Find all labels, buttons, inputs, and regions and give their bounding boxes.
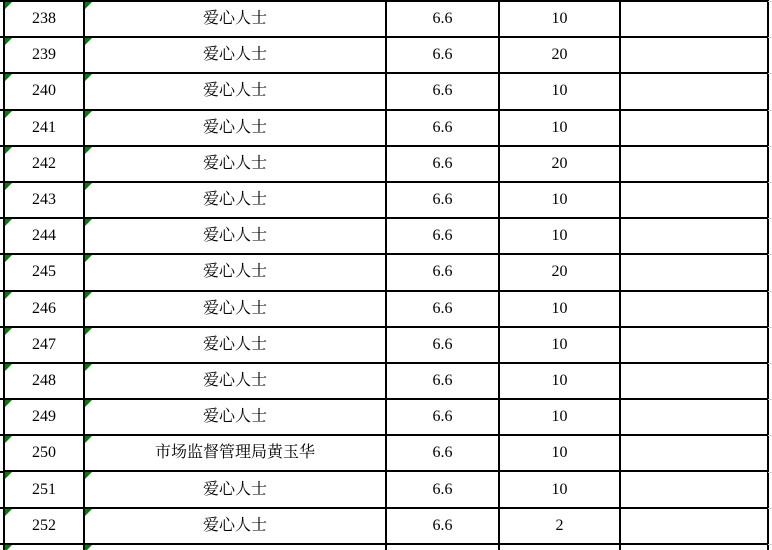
table-row <box>4 544 768 550</box>
gridline-stub-right <box>768 291 772 292</box>
table-row <box>4 37 768 73</box>
cell-donor[interactable] <box>84 37 386 73</box>
unit-value-text: 6.6 <box>432 408 453 426</box>
cell-donor[interactable] <box>84 254 386 290</box>
cell-serial[interactable] <box>4 1 84 37</box>
error-flag-icon <box>85 219 92 226</box>
cell-donor[interactable] <box>84 327 386 363</box>
table-row <box>4 73 768 109</box>
cell-unit-value[interactable] <box>386 544 499 550</box>
cell-donor[interactable] <box>84 508 386 544</box>
gridline-stub-right <box>768 363 772 364</box>
cell-donor[interactable] <box>84 218 386 254</box>
table-row <box>4 218 768 254</box>
donor-text: 市场监督管理局黄玉华 <box>154 444 315 462</box>
cell-note[interactable] <box>620 1 768 37</box>
cell-serial[interactable] <box>4 471 84 507</box>
cell-serial[interactable] <box>4 146 84 182</box>
quantity-text: 10 <box>551 408 568 426</box>
cell-unit-value[interactable] <box>386 508 499 544</box>
table-row <box>4 291 768 327</box>
unit-value-text: 6.6 <box>432 82 453 100</box>
gridline-stub-left <box>0 72 5 74</box>
cell-serial[interactable] <box>4 182 84 218</box>
gridline-stub-left <box>0 0 5 2</box>
unit-value-text: 6.6 <box>432 118 453 136</box>
error-flag-icon <box>85 364 92 371</box>
cell-serial[interactable] <box>4 73 84 109</box>
serial-text: 248 <box>32 371 56 389</box>
cell-note[interactable] <box>620 110 768 146</box>
serial-text: 245 <box>32 263 56 281</box>
table-row <box>4 327 768 363</box>
serial-text: 241 <box>32 118 56 136</box>
cell-donor[interactable] <box>84 363 386 399</box>
gridline-stub-right <box>768 544 772 545</box>
unit-value-text: 6.6 <box>432 191 453 209</box>
cell-serial[interactable] <box>4 218 84 254</box>
unit-value-text: 6.6 <box>432 154 453 172</box>
cell-note[interactable] <box>620 254 768 290</box>
gridline-stub-left <box>0 253 5 255</box>
error-flag-icon <box>5 545 12 550</box>
cell-quantity[interactable] <box>499 435 620 471</box>
table-body <box>4 1 768 550</box>
cell-donor[interactable] <box>84 544 386 550</box>
cell-note[interactable] <box>620 544 768 550</box>
gridline-stub-right <box>768 1 772 2</box>
quantity-text: 10 <box>551 480 568 498</box>
gridline-stub-left <box>0 109 5 111</box>
cell-unit-value[interactable] <box>386 73 499 109</box>
error-flag-icon <box>5 111 12 118</box>
error-flag-icon <box>85 545 92 550</box>
cell-serial[interactable] <box>4 508 84 544</box>
error-flag-icon <box>5 292 12 299</box>
cell-note[interactable] <box>620 146 768 182</box>
gridline-stub-left <box>0 362 5 364</box>
gridline-stub-right <box>768 254 772 255</box>
cell-serial[interactable] <box>4 435 84 471</box>
cell-unit-value[interactable] <box>386 182 499 218</box>
cell-quantity[interactable] <box>499 291 620 327</box>
serial-text: 252 <box>32 516 56 534</box>
table-row <box>4 471 768 507</box>
serial-text: 246 <box>32 299 56 317</box>
gridline-stub-left <box>0 36 5 38</box>
donor-text: 爱心人士 <box>202 118 267 136</box>
cell-note[interactable] <box>620 182 768 218</box>
cell-note[interactable] <box>620 363 768 399</box>
error-flag-icon <box>5 509 12 516</box>
cell-quantity[interactable] <box>499 471 620 507</box>
error-flag-icon <box>5 364 12 371</box>
cell-note[interactable] <box>620 327 768 363</box>
unit-value-text: 6.6 <box>432 263 453 281</box>
quantity-text: 10 <box>551 335 568 353</box>
error-flag-icon <box>5 219 12 226</box>
error-flag-icon <box>85 472 92 479</box>
cell-serial[interactable] <box>4 363 84 399</box>
cell-quantity[interactable] <box>499 508 620 544</box>
cell-serial[interactable] <box>4 254 84 290</box>
error-flag-icon <box>85 111 92 118</box>
donor-text: 爱心人士 <box>202 480 267 498</box>
cell-serial[interactable] <box>4 37 84 73</box>
unit-value-text: 6.6 <box>432 10 453 28</box>
cell-unit-value[interactable] <box>386 1 499 37</box>
unit-value-text: 6.6 <box>432 444 453 462</box>
cell-quantity[interactable] <box>499 37 620 73</box>
gridline-stub-right <box>768 182 772 183</box>
table-row <box>4 1 768 37</box>
cell-quantity[interactable] <box>499 399 620 435</box>
cell-quantity[interactable] <box>499 544 620 550</box>
gridline-stub-right <box>768 472 772 473</box>
gridline-stub-right <box>768 399 772 400</box>
serial-text: 238 <box>32 10 56 28</box>
gridline-stub-left <box>0 507 5 509</box>
donor-text: 爱心人士 <box>202 263 267 281</box>
error-flag-icon <box>85 436 92 443</box>
error-flag-icon <box>5 2 12 9</box>
error-flag-icon <box>5 436 12 443</box>
quantity-text: 10 <box>551 191 568 209</box>
cell-quantity[interactable] <box>499 110 620 146</box>
donor-text: 爱心人士 <box>202 46 267 64</box>
cell-note[interactable] <box>620 435 768 471</box>
error-flag-icon <box>85 328 92 335</box>
gridline-stub-left <box>0 471 5 473</box>
error-flag-icon <box>5 74 12 81</box>
cell-quantity[interactable] <box>499 218 620 254</box>
cell-quantity[interactable] <box>499 73 620 109</box>
quantity-text: 10 <box>551 444 568 462</box>
cell-donor[interactable] <box>84 110 386 146</box>
quantity-text: 10 <box>551 10 568 28</box>
donor-text: 爱心人士 <box>202 82 267 100</box>
serial-text: 249 <box>32 408 56 426</box>
gridline-stub-right <box>768 435 772 436</box>
gridline-stub-left <box>0 181 5 183</box>
cell-note[interactable] <box>620 37 768 73</box>
unit-value-text: 6.6 <box>432 480 453 498</box>
serial-text: 250 <box>32 444 56 462</box>
donor-text: 爱心人士 <box>202 10 267 28</box>
cell-donor[interactable] <box>84 1 386 37</box>
gridline-stub-left <box>0 398 5 400</box>
error-flag-icon <box>85 183 92 190</box>
cell-donor[interactable] <box>84 182 386 218</box>
cell-quantity[interactable] <box>499 182 620 218</box>
table-row <box>4 254 768 290</box>
error-flag-icon <box>85 292 92 299</box>
cell-unit-value[interactable] <box>386 218 499 254</box>
quantity-text: 10 <box>551 82 568 100</box>
gridline-stub-right <box>768 37 772 38</box>
gridline-stub-left <box>0 217 5 219</box>
error-flag-icon <box>5 328 12 335</box>
cell-unit-value[interactable] <box>386 363 499 399</box>
cell-serial[interactable] <box>4 544 84 550</box>
donor-text: 爱心人士 <box>202 227 267 245</box>
gridline-stub-left <box>0 290 5 292</box>
cell-unit-value[interactable] <box>386 254 499 290</box>
quantity-text: 10 <box>551 299 568 317</box>
error-flag-icon <box>85 38 92 45</box>
gridline-stub-left <box>0 434 5 436</box>
cell-quantity[interactable] <box>499 146 620 182</box>
gridline-stub-right <box>768 327 772 328</box>
serial-text: 239 <box>32 46 56 64</box>
unit-value-text: 6.6 <box>432 46 453 64</box>
quantity-text: 10 <box>551 118 568 136</box>
quantity-text: 20 <box>551 154 568 172</box>
error-flag-icon <box>5 147 12 154</box>
error-flag-icon <box>5 472 12 479</box>
donor-text: 爱心人士 <box>202 516 267 534</box>
unit-value-text: 6.6 <box>432 371 453 389</box>
gridline-stub-right <box>768 73 772 74</box>
donor-text: 爱心人士 <box>202 371 267 389</box>
gridline-stub-left <box>0 145 5 147</box>
donor-text: 爱心人士 <box>202 154 267 172</box>
quantity-text: 10 <box>551 227 568 245</box>
gridline-stub-left <box>0 543 5 545</box>
cell-unit-value[interactable] <box>386 37 499 73</box>
cell-note[interactable] <box>620 508 768 544</box>
cell-note[interactable] <box>620 291 768 327</box>
cell-donor[interactable] <box>84 73 386 109</box>
cell-unit-value[interactable] <box>386 471 499 507</box>
cell-donor[interactable] <box>84 146 386 182</box>
cell-note[interactable] <box>620 218 768 254</box>
cell-unit-value[interactable] <box>386 435 499 471</box>
cell-unit-value[interactable] <box>386 291 499 327</box>
donation-table <box>3 0 769 550</box>
serial-text: 251 <box>32 480 56 498</box>
error-flag-icon <box>5 38 12 45</box>
quantity-text: 20 <box>551 263 568 281</box>
cell-donor[interactable] <box>84 471 386 507</box>
error-flag-icon <box>5 255 12 262</box>
quantity-text: 20 <box>551 46 568 64</box>
cell-quantity[interactable] <box>499 327 620 363</box>
error-flag-icon <box>5 400 12 407</box>
error-flag-icon <box>85 74 92 81</box>
donor-text: 爱心人士 <box>202 408 267 426</box>
cell-serial[interactable] <box>4 327 84 363</box>
table-row <box>4 110 768 146</box>
cell-unit-value[interactable] <box>386 399 499 435</box>
cell-unit-value[interactable] <box>386 146 499 182</box>
cell-unit-value[interactable] <box>386 110 499 146</box>
quantity-text: 10 <box>551 371 568 389</box>
error-flag-icon <box>85 509 92 516</box>
cell-donor[interactable] <box>84 435 386 471</box>
cell-quantity[interactable] <box>499 1 620 37</box>
cell-unit-value[interactable] <box>386 327 499 363</box>
gridline-stub-right <box>768 218 772 219</box>
cell-donor[interactable] <box>84 291 386 327</box>
error-flag-icon <box>85 2 92 9</box>
donor-text: 爱心人士 <box>202 191 267 209</box>
error-flag-icon <box>85 255 92 262</box>
cell-note[interactable] <box>620 399 768 435</box>
serial-text: 247 <box>32 335 56 353</box>
table-row <box>4 399 768 435</box>
unit-value-text: 6.6 <box>432 516 453 534</box>
error-flag-icon <box>85 147 92 154</box>
cell-note[interactable] <box>620 73 768 109</box>
cell-serial[interactable] <box>4 399 84 435</box>
table-row <box>4 146 768 182</box>
donor-text: 爱心人士 <box>202 335 267 353</box>
gridline-stub-right <box>768 110 772 111</box>
gridline-stub-right <box>768 146 772 147</box>
table-row <box>4 508 768 544</box>
quantity-text: 2 <box>555 516 564 534</box>
gridline-stub-right <box>768 508 772 509</box>
cell-note[interactable] <box>620 471 768 507</box>
table-row <box>4 435 768 471</box>
serial-text: 243 <box>32 191 56 209</box>
serial-text: 242 <box>32 154 56 172</box>
cell-quantity[interactable] <box>499 363 620 399</box>
table-row <box>4 182 768 218</box>
error-flag-icon <box>5 183 12 190</box>
table-row <box>4 363 768 399</box>
cell-quantity[interactable] <box>499 254 620 290</box>
donor-text: 爱心人士 <box>202 299 267 317</box>
cell-serial[interactable] <box>4 291 84 327</box>
cell-serial[interactable] <box>4 110 84 146</box>
gridline-stub-left <box>0 326 5 328</box>
unit-value-text: 6.6 <box>432 299 453 317</box>
unit-value-text: 6.6 <box>432 227 453 245</box>
serial-text: 244 <box>32 227 56 245</box>
unit-value-text: 6.6 <box>432 335 453 353</box>
serial-text: 240 <box>32 82 56 100</box>
error-flag-icon <box>85 400 92 407</box>
cell-donor[interactable] <box>84 399 386 435</box>
